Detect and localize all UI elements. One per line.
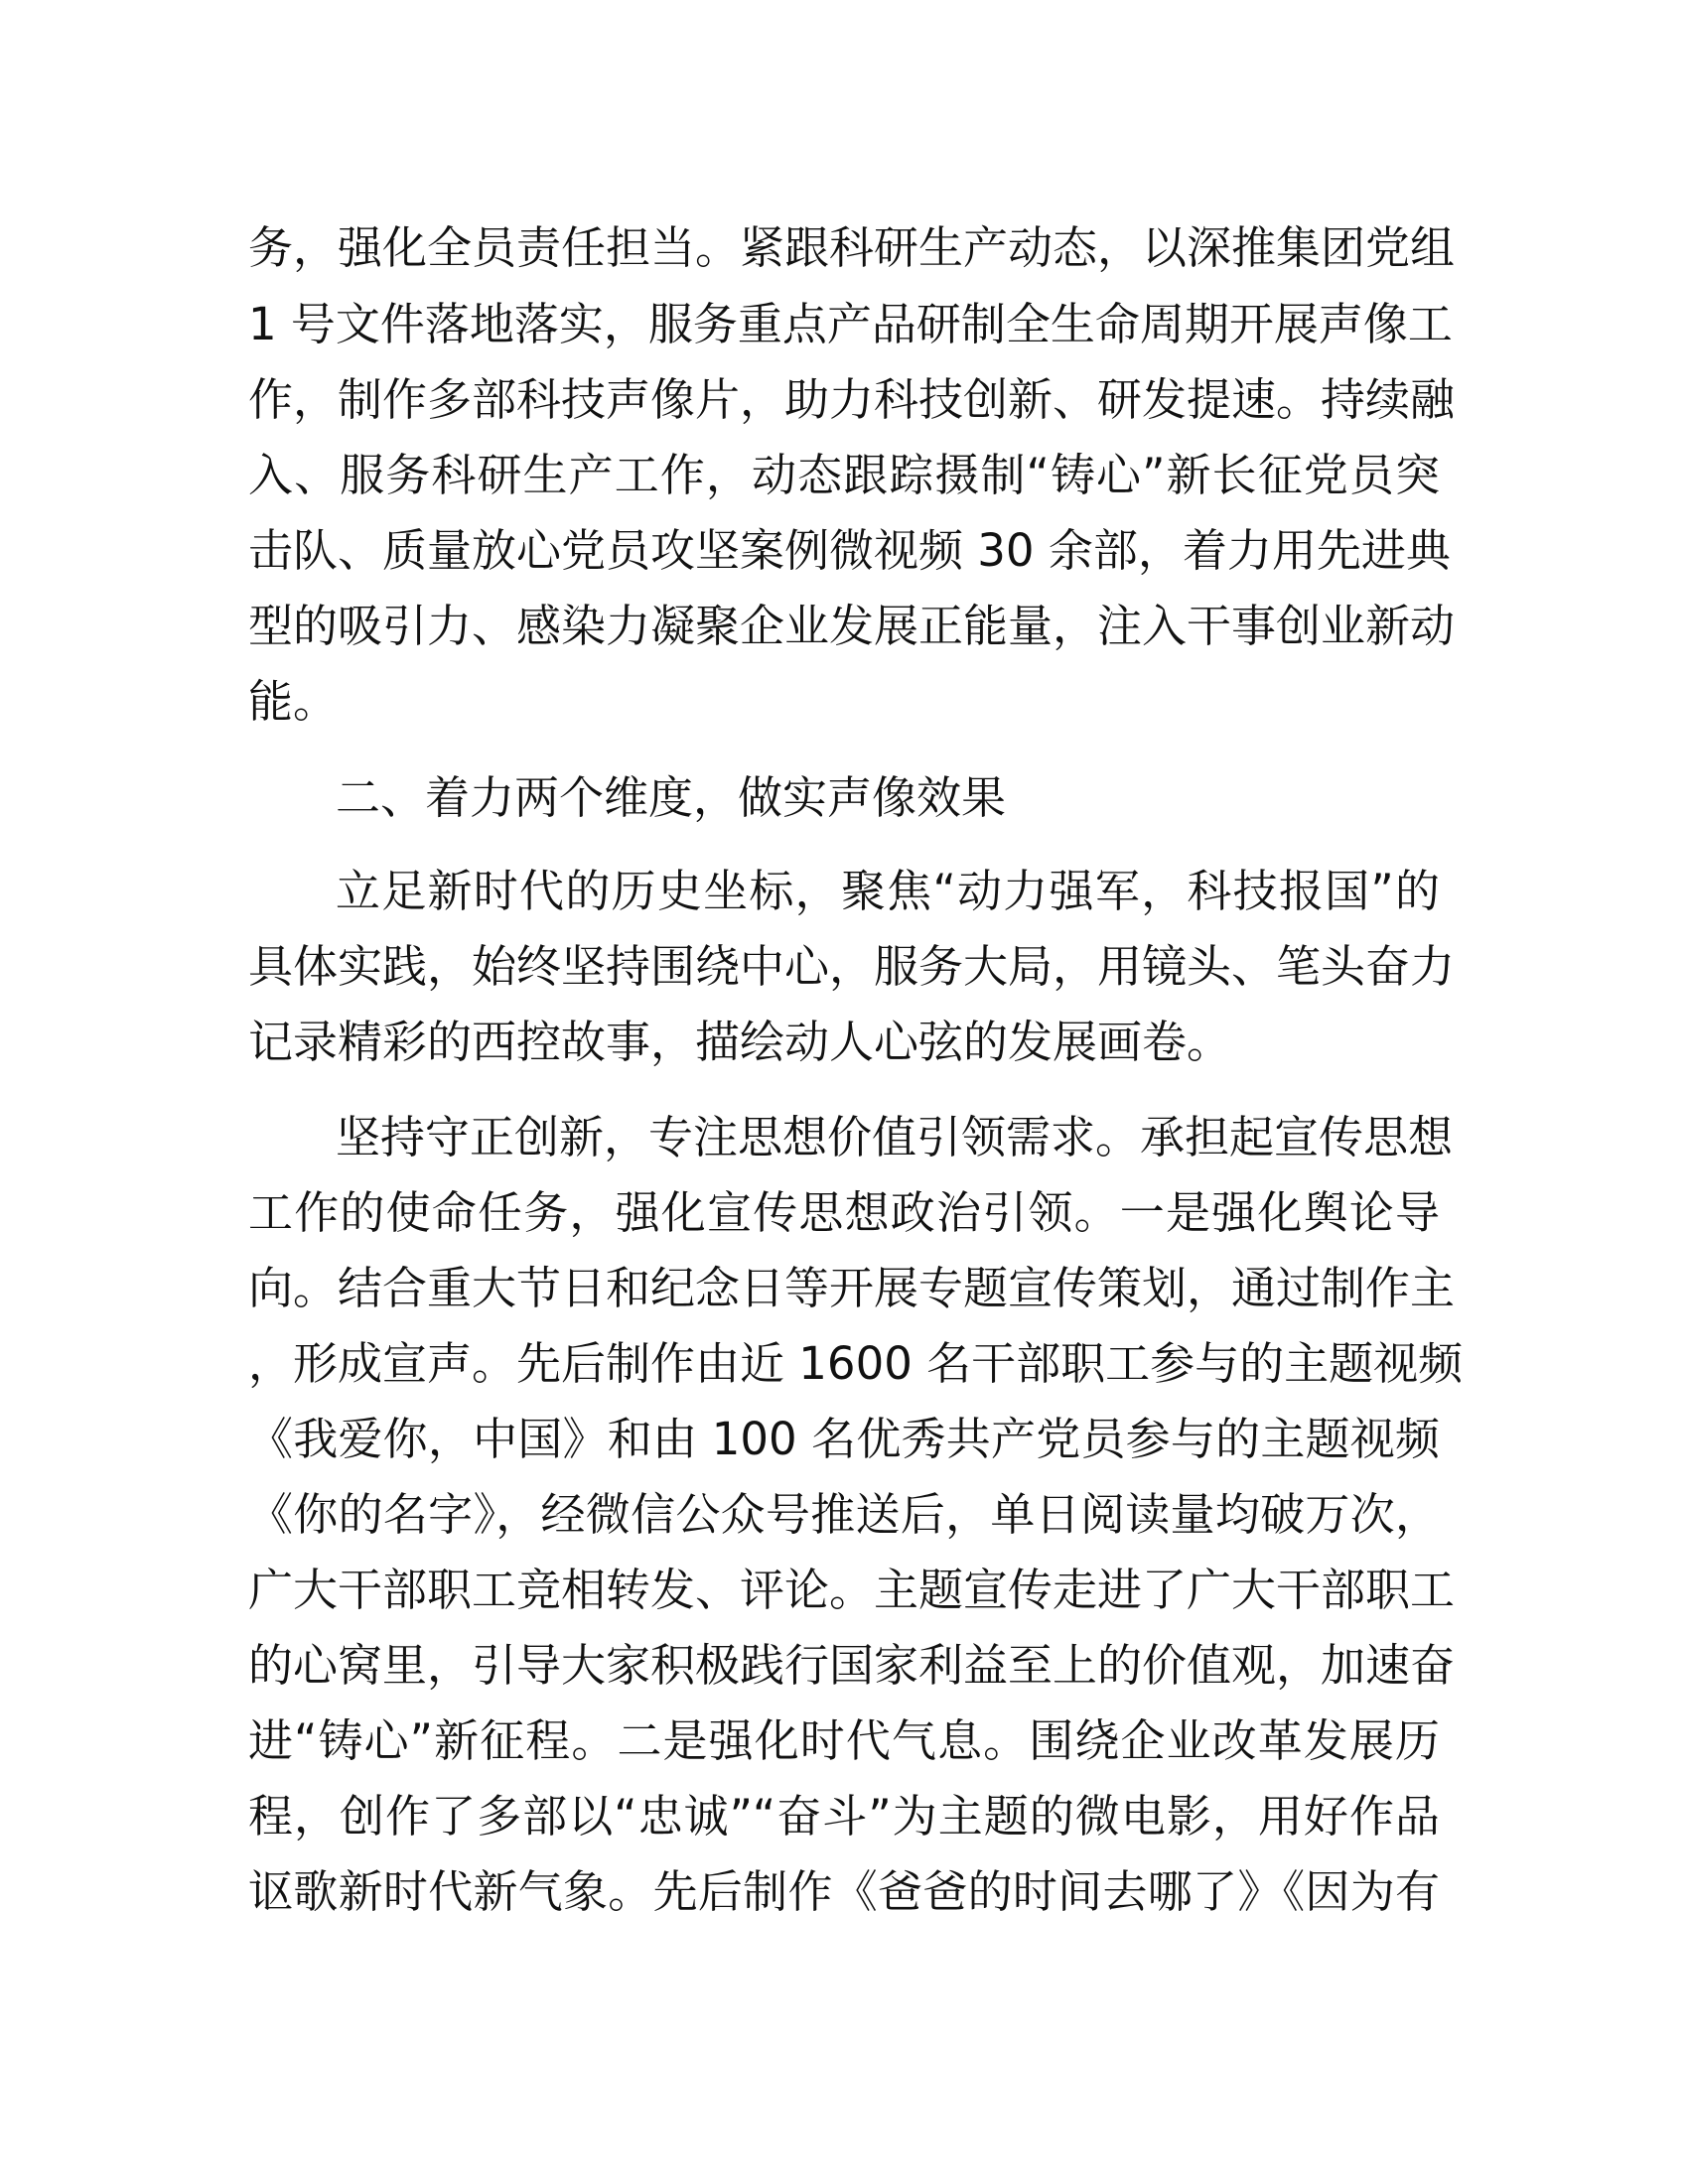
paragraph-line: 程，创作了多部以“忠诚”“奋斗”为主题的微电影，用好作品 bbox=[248, 1790, 1440, 1843]
paragraph-line: 记录精彩的西控故事，描绘动人心弦的发展画卷。 bbox=[248, 1016, 1232, 1068]
paragraph-line: 《你的名字》，经微信公众号推送后，单日阅读量均破万次， bbox=[248, 1488, 1440, 1541]
paragraph-line: 向。结合重大节日和纪念日等开展专题宣传策划，通过制作主 bbox=[248, 1262, 1456, 1314]
paragraph-line: 务，强化全员责任担当。紧跟科研生产动态，以深推集团党组 bbox=[248, 221, 1456, 274]
paragraph-line: 具体实践，始终坚持围绕中心，服务大局，用镜头、笔头奋力 bbox=[248, 940, 1456, 993]
paragraph-line: 1 号文件落地落实，服务重点产品研制全生命周期开展声像工 bbox=[248, 298, 1453, 350]
paragraph-line: 工作的使命任务，强化宣传思想政治引领。一是强化舆论导 bbox=[248, 1186, 1440, 1239]
section-heading: 二、着力两个维度，做实声像效果 bbox=[336, 771, 1007, 824]
paragraph-line: 立足新时代的历史坐标，聚焦“动力强军，科技报国”的 bbox=[336, 865, 1440, 917]
paragraph-line: 作，制作多部科技声像片，助力科技创新、研发提速。持续融 bbox=[248, 373, 1456, 426]
paragraph-line: 讴歌新时代新气象。先后制作《爸爸的时间去哪了》《因为有 bbox=[248, 1865, 1440, 1918]
paragraph-line: ，形成宣声。先后制作由近 1600 名干部职工参与的主题视频 bbox=[248, 1337, 1464, 1390]
paragraph-line: 能。 bbox=[248, 675, 339, 728]
paragraph-line: 进“铸心”新征程。二是强化时代气息。围绕企业改革发展历 bbox=[248, 1714, 1440, 1767]
paragraph-line: 入、服务科研生产工作，动态跟踪摄制“铸心”新长征党员突 bbox=[248, 449, 1440, 501]
paragraph-line: 坚持守正创新，专注思想价值引领需求。承担起宣传思想 bbox=[336, 1111, 1454, 1163]
paragraph-line: 广大干部职工竞相转发、评论。主题宣传走进了广大干部职工 bbox=[248, 1564, 1456, 1616]
paragraph-line: 型的吸引力、感染力凝聚企业发展正能量，注入干事创业新动 bbox=[248, 600, 1456, 652]
paragraph-line: 击队、质量放心党员攻坚案例微视频 30 余部，着力用先进典 bbox=[248, 524, 1451, 577]
paragraph-line: 《我爱你，中国》和由 100 名优秀共产党员参与的主题视频 bbox=[248, 1413, 1440, 1465]
paragraph-line: 的心窝里，引导大家积极践行国家利益至上的价值观，加速奋 bbox=[248, 1639, 1456, 1692]
